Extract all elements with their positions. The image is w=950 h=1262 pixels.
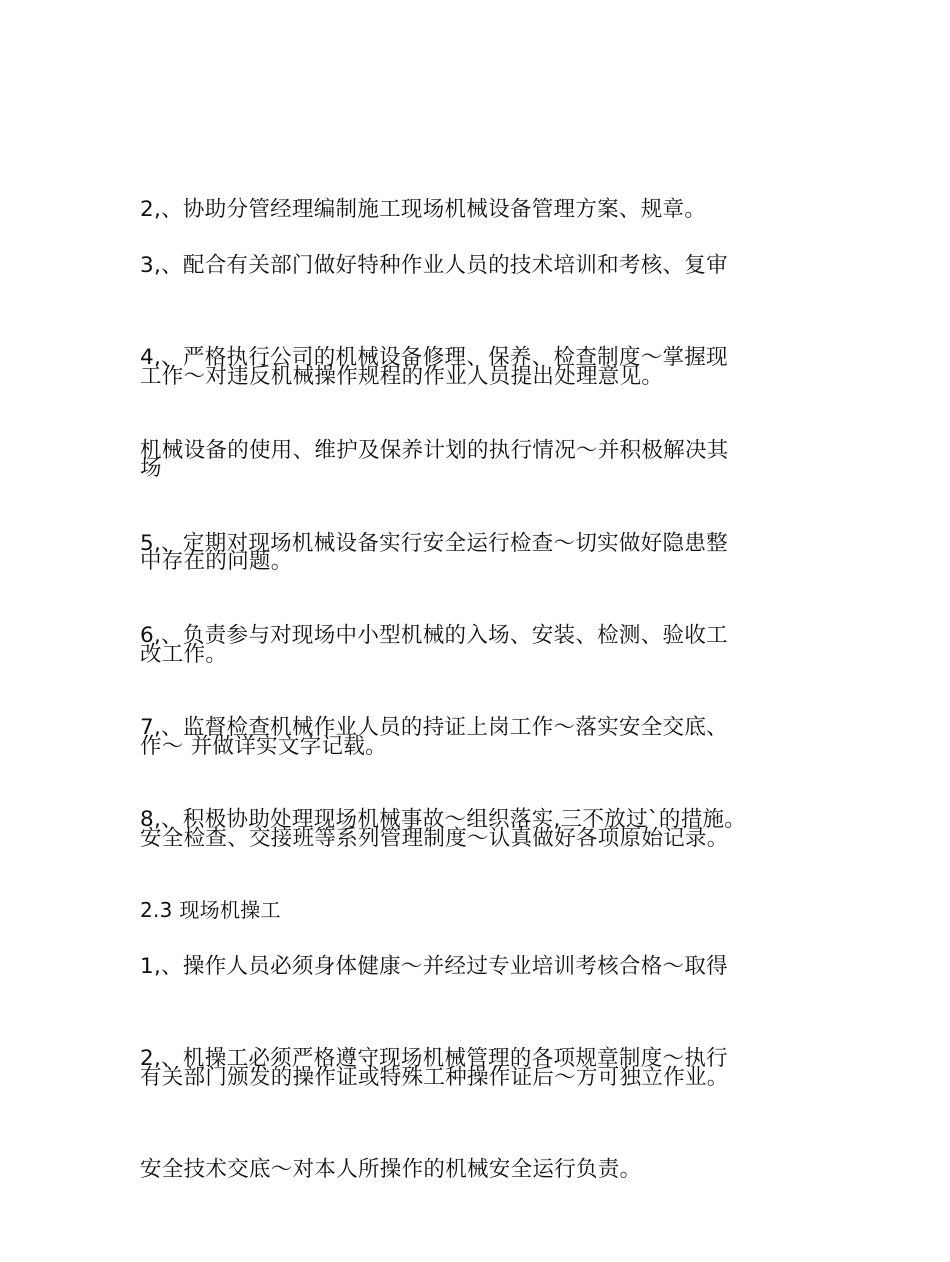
paragraph-line: 场 <box>140 456 162 481</box>
paragraph-line: 有关部门颁发的操作证或特殊工种操作证后～方可独立作业。 <box>140 1065 729 1090</box>
paragraph-line: 6,、负责参与对现场中小型机械的入场、安装、检测、验收工 <box>140 623 728 648</box>
paragraph-line: 7,、监督检查机械作业人员的持证上岗工作～落实安全交底、 <box>140 715 728 740</box>
paragraph-line: 改工作。 <box>140 642 228 667</box>
paragraph-line: 安全检查、交接班等系列管理制度～认真做好各项原始记录。 <box>140 826 729 851</box>
paragraph-line: 作～ 并做详实文字记载。 <box>140 734 387 759</box>
section-heading-text: 2.3 现场机操工 <box>140 898 281 922</box>
paragraph-line: 4,、严格执行公司的机械设备修理、保养、检查制度～掌握现 <box>140 345 728 370</box>
paragraph-line: 1,、操作人员必须身体健康～并经过专业培训考核合格～取得 <box>140 954 728 979</box>
paragraph-line: 3,、配合有关部门做好特种作业人员的技术培训和考核、复审 <box>140 253 728 278</box>
paragraph-line: 2,、协助分管经理编制施工现场机械设备管理方案、规章。 <box>140 197 707 222</box>
paragraph-line: 工作～对违反机械操作规程的作业人员提出处理意见。 <box>140 364 664 389</box>
paragraph-line: 机械设备的使用、维护及保养计划的执行情况～并积极解决其 <box>140 438 729 463</box>
paragraph-line: 安全技术交底～对本人所操作的机械安全运行负责。 <box>140 1157 642 1182</box>
paragraph-line: 2,、机操工必须严格遵守现场机械管理的各项规章制度～执行 <box>140 1046 728 1071</box>
paragraph-line: 8,、积极协助处理现场机械事故～组织落实,三不放过`的措施。 <box>140 807 747 832</box>
paragraph-line: 中存在的问题。 <box>140 549 293 574</box>
section-paragraph-2 <box>140 966 805 1262</box>
paragraph-line: 5,、定期对现场机械设备实行安全运行检查～切实做好隐患整 <box>140 531 728 556</box>
